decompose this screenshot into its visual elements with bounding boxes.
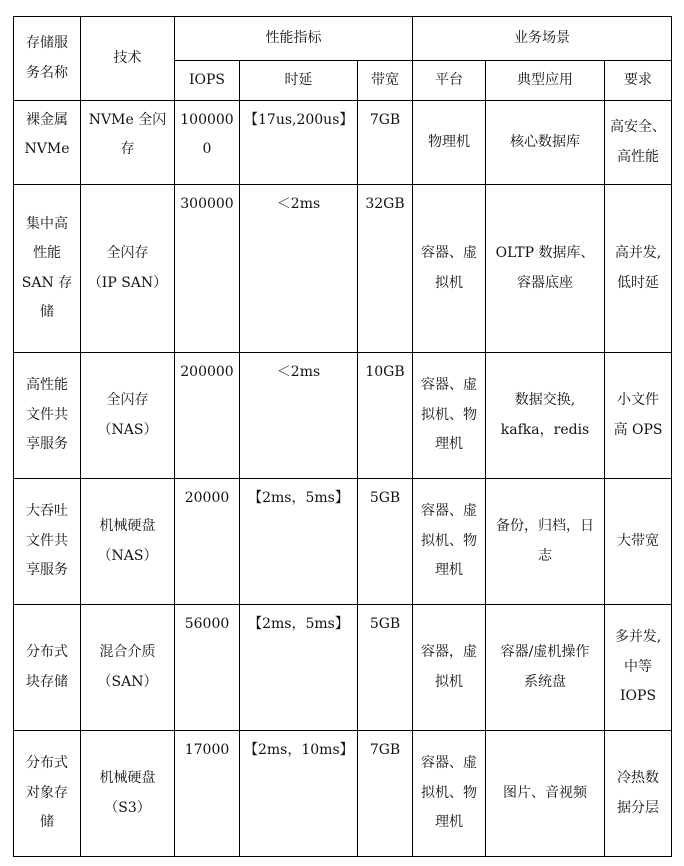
cell-iops: 20000 bbox=[175, 479, 240, 605]
cell-app: 容器/虚机操作 系统盘 bbox=[486, 605, 605, 731]
cell-platform: 容器，虚 拟机 bbox=[413, 605, 486, 731]
cell-app: 图片、音视频 bbox=[486, 731, 605, 857]
header-tech: 技术 bbox=[81, 17, 175, 101]
cell-bandwidth: 10GB bbox=[358, 353, 413, 479]
cell-bandwidth: 32GB bbox=[358, 185, 413, 353]
cell-platform: 物理机 bbox=[413, 101, 486, 185]
cell-latency: ＜2ms bbox=[240, 185, 358, 353]
cell-iops: 100000 0 bbox=[175, 101, 240, 185]
cell-latency: ＜2ms bbox=[240, 353, 358, 479]
cell-bandwidth: 7GB bbox=[358, 731, 413, 857]
header-platform: 平台 bbox=[413, 61, 486, 101]
cell-platform: 容器、虚 拟机、物 理机 bbox=[413, 353, 486, 479]
cell-app: 备份，归档，日 志 bbox=[486, 479, 605, 605]
cell-latency: 【2ms，5ms】 bbox=[240, 479, 358, 605]
cell-platform: 容器、虚 拟机 bbox=[413, 185, 486, 353]
cell-tech: 机械硬盘 （S3） bbox=[81, 731, 175, 857]
cell-iops: 17000 bbox=[175, 731, 240, 857]
header-iops: IOPS bbox=[175, 61, 240, 101]
cell-bandwidth: 7GB bbox=[358, 101, 413, 185]
header-latency: 时延 bbox=[240, 61, 358, 101]
cell-req: 高并发, 低时延 bbox=[605, 185, 672, 353]
cell-bandwidth: 5GB bbox=[358, 479, 413, 605]
cell-latency: 【17us,200us】 bbox=[240, 101, 358, 185]
cell-app: OLTP 数据库、 容器底座 bbox=[486, 185, 605, 353]
storage-services-table bbox=[13, 16, 672, 857]
cell-platform: 容器、虚 拟机、物 理机 bbox=[413, 731, 486, 857]
header-biz: 业务场景 bbox=[413, 17, 672, 61]
header-bandwidth: 带宽 bbox=[358, 61, 413, 101]
cell-iops: 56000 bbox=[175, 605, 240, 731]
cell-iops: 200000 bbox=[175, 353, 240, 479]
cell-app: 数据交换, kafka，redis bbox=[486, 353, 605, 479]
cell-latency: 【2ms，10ms】 bbox=[240, 731, 358, 857]
header-req: 要求 bbox=[605, 61, 672, 101]
cell-tech: 全闪存 （IP SAN） bbox=[81, 185, 175, 353]
cell-req: 多并发, 中等 IOPS bbox=[605, 605, 672, 731]
cell-tech: 全闪存 （NAS） bbox=[81, 353, 175, 479]
header-app: 典型应用 bbox=[486, 61, 605, 101]
cell-latency: 【2ms，5ms】 bbox=[240, 605, 358, 731]
cell-app: 核心数据库 bbox=[486, 101, 605, 185]
table-row bbox=[14, 731, 672, 857]
cell-tech: 机械硬盘 （NAS） bbox=[81, 479, 175, 605]
cell-bandwidth: 5GB bbox=[358, 605, 413, 731]
cell-name: 集中高 性能 SAN 存 储 bbox=[14, 185, 81, 353]
header-row-1 bbox=[14, 17, 672, 61]
cell-name: 大吞吐 文件共 享服务 bbox=[14, 479, 81, 605]
cell-req: 冷热数 据分层 bbox=[605, 731, 672, 857]
header-perf: 性能指标 bbox=[175, 17, 413, 61]
cell-name: 分布式 块存储 bbox=[14, 605, 81, 731]
table-row bbox=[14, 605, 672, 731]
cell-name: 分布式 对象存 储 bbox=[14, 731, 81, 857]
cell-tech: 混合介质 （SAN） bbox=[81, 605, 175, 731]
table-row bbox=[14, 353, 672, 479]
table-row bbox=[14, 479, 672, 605]
cell-req: 大带宽 bbox=[605, 479, 672, 605]
cell-iops: 300000 bbox=[175, 185, 240, 353]
cell-name: 高性能 文件共 享服务 bbox=[14, 353, 81, 479]
table-row bbox=[14, 185, 672, 353]
header-name: 存储服 务名称 bbox=[14, 17, 81, 101]
cell-tech: NVMe 全闪 存 bbox=[81, 101, 175, 185]
cell-platform: 容器、虚 拟机、物 理机 bbox=[413, 479, 486, 605]
cell-name: 裸金属 NVMe bbox=[14, 101, 81, 185]
cell-req: 小文件 高 OPS bbox=[605, 353, 672, 479]
table-row bbox=[14, 101, 672, 185]
cell-req: 高安全、 高性能 bbox=[605, 101, 672, 185]
